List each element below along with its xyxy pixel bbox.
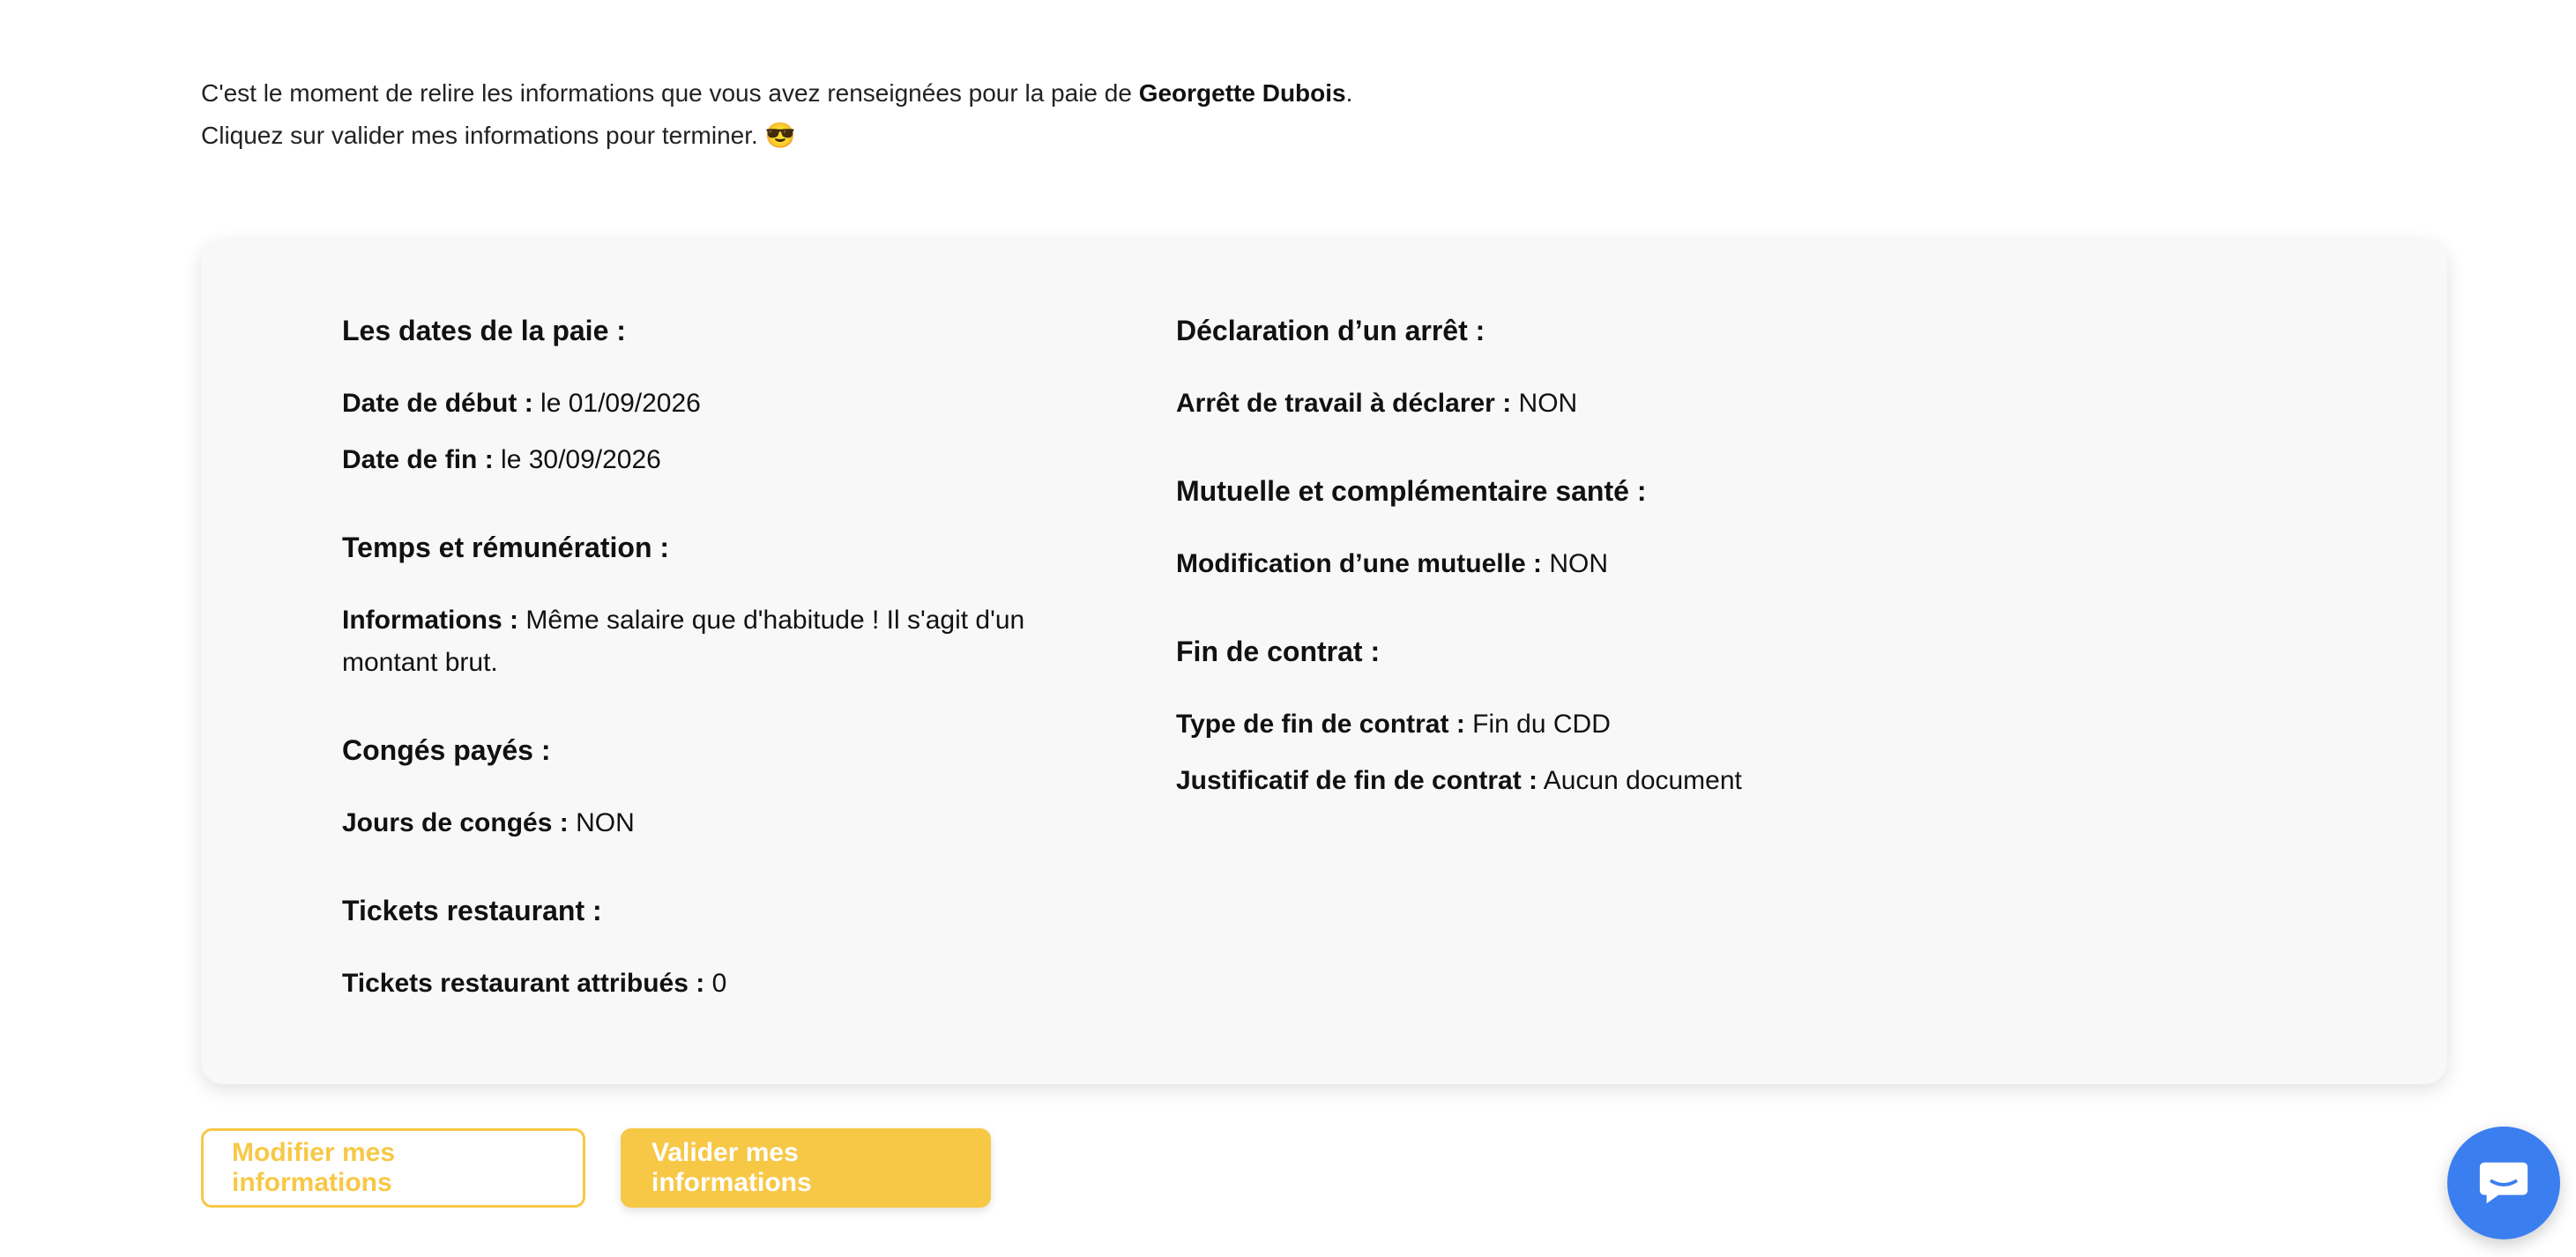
intro-line-2: Cliquez sur valider mes informations pour terminer. 😎 [201,122,796,149]
intro-text [201,72,1352,157]
summary-left-column [342,312,1118,1052]
tickets-count-value: 0 [711,969,727,998]
arret-label: Arrêt de travail à déclarer : [1176,389,1512,418]
end-date-row [342,439,1118,481]
end-date-label: Date de fin : [342,445,494,474]
conges-days-label: Jours de congés : [342,808,569,837]
employee-name: Georgette Dubois [1138,79,1346,107]
fin-contrat-doc-label: Justificatif de fin de contrat : [1176,766,1538,795]
tickets-section [342,892,1118,1005]
fin-contrat-type-label: Type de fin de contrat : [1176,710,1465,739]
conges-title: Congés payés : [342,734,551,766]
fin-contrat-section [1176,633,1952,802]
modify-button[interactable]: Modifier mes informations [201,1128,585,1208]
tickets-title: Tickets restaurant : [342,895,602,926]
remuneration-section [342,529,1118,684]
validate-button[interactable]: Valider mes informations [621,1128,991,1208]
mutuelle-label: Modification d’une mutuelle : [1176,549,1542,578]
fin-contrat-type-value: Fin du CDD [1472,710,1611,739]
form-actions [201,1128,991,1208]
mutuelle-value: NON [1549,549,1609,578]
dates-section [342,312,1118,481]
remuneration-info-label: Informations : [342,606,518,635]
tickets-count-row [342,963,1118,1005]
start-date-label: Date de début : [342,389,533,418]
summary-right-column [1176,312,1952,850]
chat-bubble-icon [2476,1156,2531,1210]
arret-title: Déclaration d’un arrêt : [1176,315,1485,346]
arret-value: NON [1518,389,1578,418]
remuneration-title: Temps et rémunération : [342,532,670,563]
mutuelle-title: Mutuelle et complémentaire santé : [1176,475,1647,507]
tickets-count-label: Tickets restaurant attribués : [342,969,705,998]
fin-contrat-doc-value: Aucun document [1543,766,1742,795]
start-date-value: le 01/09/2026 [540,389,701,418]
intro-line-1 [201,72,1352,115]
fin-contrat-title: Fin de contrat : [1176,636,1381,667]
start-date-row [342,383,1118,425]
intro-suffix: . [1345,79,1353,107]
conges-days-value: NON [576,808,635,837]
fin-contrat-doc-row [1176,760,1952,802]
remuneration-info-row [342,599,1118,684]
summary-card [201,240,2447,1084]
conges-section [342,732,1118,844]
mutuelle-section [1176,472,1952,585]
arret-row [1176,383,1952,425]
remuneration-info-value: Même salaire que d'habitude ! Il s'agit d'un montant brut. [342,606,1025,677]
dates-title: Les dates de la paie : [342,315,626,346]
intro-prefix: C'est le moment de relire les informations que vous avez renseignées pour la paie de [201,79,1139,107]
conges-days-row [342,802,1118,844]
fin-contrat-type-row [1176,703,1952,746]
arret-section [1176,312,1952,425]
chat-button[interactable] [2447,1127,2560,1239]
mutuelle-row [1176,543,1952,585]
end-date-value: le 30/09/2026 [501,445,661,474]
